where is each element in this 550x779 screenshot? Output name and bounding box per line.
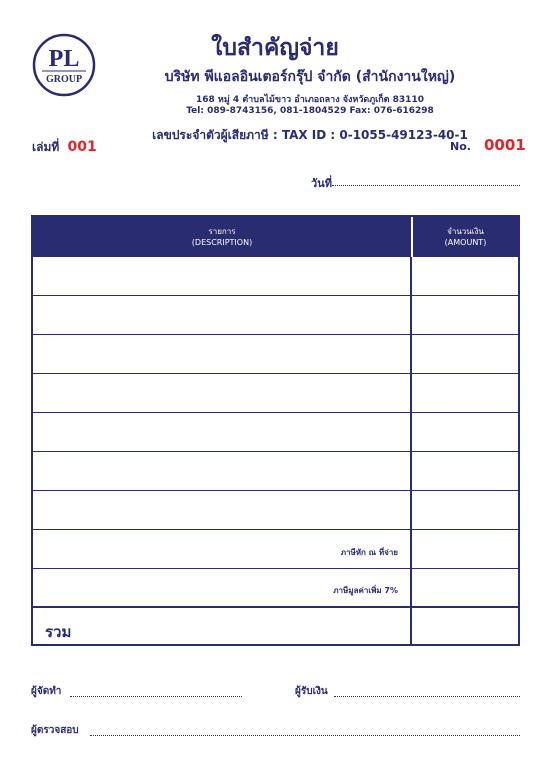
row-divider (33, 412, 518, 413)
row-divider (33, 451, 518, 452)
description-header-th: รายการ (208, 227, 236, 236)
book-number-field (32, 138, 97, 157)
payment-table (31, 215, 520, 646)
total-divider (33, 606, 518, 608)
received-by-field[interactable] (334, 695, 520, 697)
book-number: 001 (67, 139, 97, 155)
checked-by-field[interactable] (90, 734, 520, 736)
row-divider (33, 334, 518, 335)
prepared-by-field[interactable] (70, 695, 242, 697)
document-title: ใบสำคัญจ่าย (211, 35, 339, 61)
date-field[interactable] (332, 185, 520, 186)
company-contact: Tel: 089-8743156, 081-1804529 Fax: 076-616298 (186, 106, 434, 116)
checked-by-label: ผู้ตรวจสอบ (31, 725, 79, 736)
withholding-tax-label: ภาษีหัก ณ ที่จ่าย (340, 548, 398, 557)
row-divider (33, 529, 518, 530)
book-label: เล่มที่ (32, 140, 60, 154)
date-label: วันที่ (311, 177, 332, 190)
amount-header (413, 217, 518, 257)
description-header (33, 217, 411, 257)
amount-header-en: (AMOUNT) (444, 238, 487, 247)
document-number: 0001 (484, 136, 526, 154)
logo-subtext: GROUP (45, 74, 83, 85)
amount-header-th: จำนวนเงิน (447, 227, 484, 236)
description-header-en: (DESCRIPTION) (191, 238, 253, 247)
tax-id: เลขประจำตัวผู้เสียภาษี : TAX ID : 0-1055-49123-40-1 (152, 128, 468, 142)
logo-text: PL (48, 46, 80, 72)
row-divider (33, 295, 518, 296)
vat-label: ภาษีมูลค่าเพิ่ม 7% (333, 586, 398, 595)
received-by-label: ผู้รับเงิน (295, 686, 328, 697)
table-header (33, 217, 518, 257)
row-divider (33, 568, 518, 569)
prepared-by-label: ผู้จัดทำ (31, 686, 62, 697)
company-address: 168 หมู่ 4 ตำบลไม้ขาว อำเภอถลาง จังหวัดภูเก็ต 83110 (196, 95, 424, 105)
row-divider (33, 490, 518, 491)
row-divider (33, 373, 518, 374)
total-label: รวม (45, 623, 72, 641)
company-name: บริษัท พีแอลอินเตอร์กรุ๊ป จำกัด (สำนักงานใหญ่) (164, 69, 456, 85)
no-label: No. (450, 140, 471, 153)
